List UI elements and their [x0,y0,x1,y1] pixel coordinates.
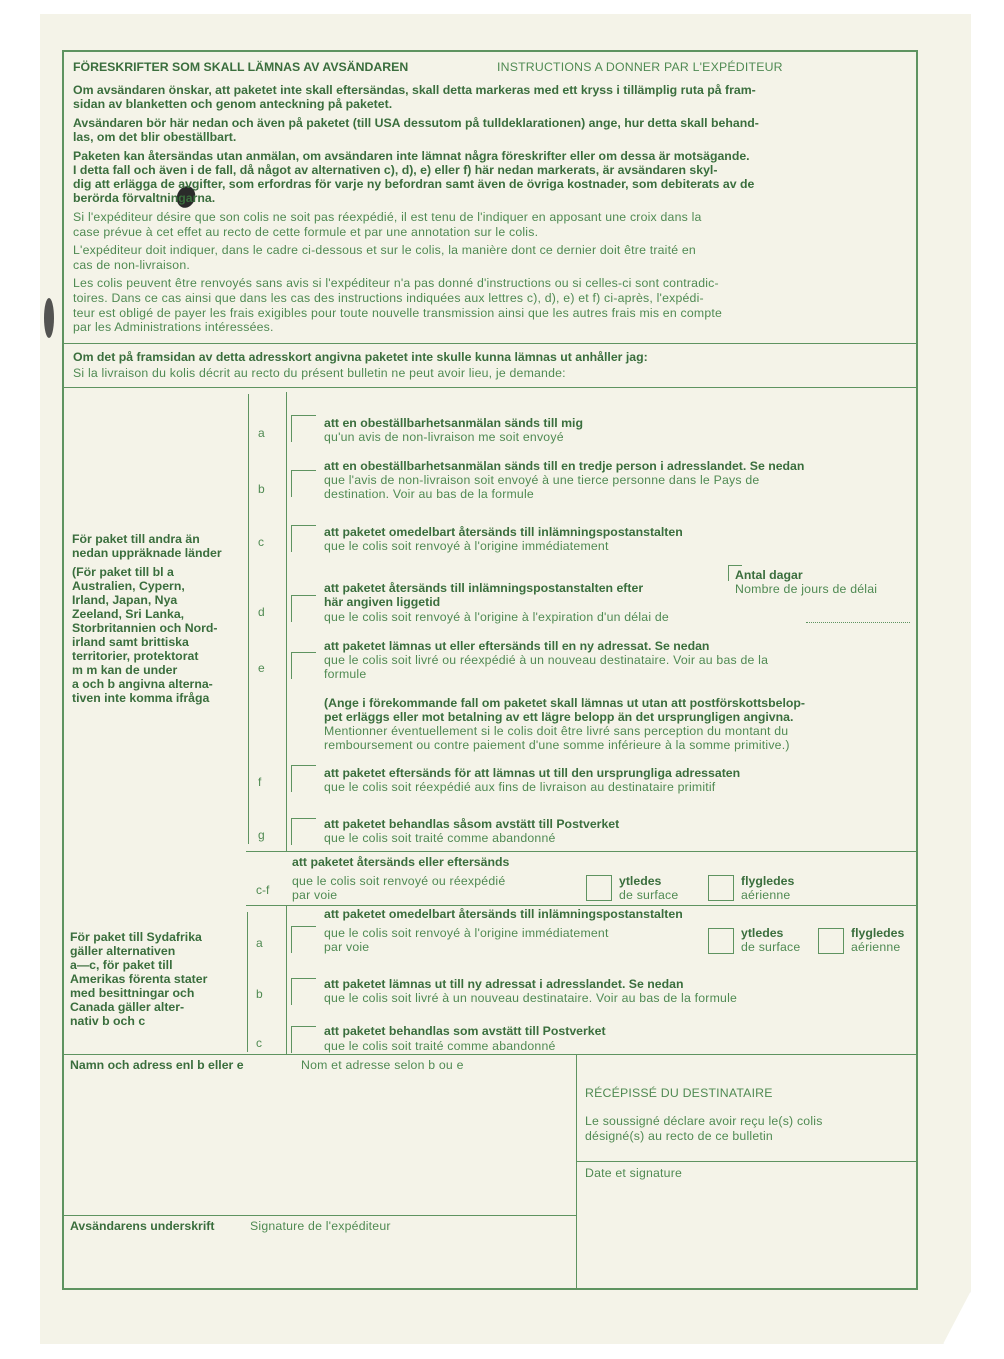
header-title-sv: FÖRESKRIFTER SOM SKALL LÄMNAS AV AVSÄNDAREN [73,60,409,74]
receipt-divider [576,1054,577,1290]
group2-surface-fr: de surface [741,940,801,954]
p3-line: I detta fall och även i de fall, då något av alternativen c), d), e) eller f) här nedan markerats, är avsändaren skyl- [73,163,718,177]
group2-c-sv: att paketet behandlas som avstätt till Postverket [324,1024,606,1038]
p3-line: berörda förvaltningarna. [73,191,216,205]
p2-line: las, om det blir obeställbart. [73,130,237,144]
group2-b-fr: que le colis soit livré à un nouveau destinataire. Voir au bas de la formule [324,991,738,1005]
option-a-sv: att en obeställbarhetsanmälan sänds till mig [324,416,583,430]
group2-checkbox-b[interactable] [291,978,316,1005]
p3-line: dig att erlägga de avgifter, som erfordras för varje ny befordran samt även de övriga kostnader, som debiterats av de [73,177,755,191]
group2-a-fr2: par voie [324,940,370,954]
date-signature-field[interactable] [580,1184,914,1284]
p1-line: sidan av blanketten och genom anteckning på paketet. [73,97,393,111]
days-label-sv: Antal dagar [735,568,803,582]
p1-line: Om avsändaren önskar, att paketet inte skall eftersändas, skall detta markeras med ett kryss i tillämplig ruta på fram- [73,83,756,97]
group1-label: irland samt brittiska [72,635,189,649]
divider [246,851,918,852]
checkbox-f[interactable] [291,765,316,792]
group1-label: Irland, Japan, Nya [72,593,178,607]
option-e-fr1: que le colis soit livré ou réexpédié à un nouveau destinataire. Voir au bas de la [324,653,769,667]
date-signature-label: Date et signature [585,1166,683,1180]
option-f-sv: att paketet eftersänds för att lämnas ut till den ursprungliga adressaten [324,766,741,780]
option-e-note-fr1: Mentionner éventuellement si le colis doit être livré sans perception du montant du [324,724,789,738]
sender-signature-label-fr: Signature de l'expéditeur [250,1219,391,1233]
letter-g: g [258,828,265,842]
name-address-field[interactable] [64,1074,574,1214]
option-c-fr: que le colis soit renvoyé à l'origine immédiatement [324,539,609,553]
sender-signature-field[interactable] [64,1236,574,1288]
option-e-sv: att paketet lämnas ut eller eftersänds till en ny adressat. Se nedan [324,639,710,653]
receipt-text: Le soussigné déclare avoir reçu le(s) colis [585,1114,823,1128]
cf-fr2: par voie [292,888,338,902]
group1-label: m m kan de under [72,663,178,677]
sender-signature-label-sv: Avsändarens underskrift [70,1219,215,1233]
group2-label: nativ b och c [70,1014,146,1028]
p5-line: L'expéditeur doit indiquer, dans le cadre ci-dessous et sur le colis, la manière dont ce dernier doit être traité en [73,243,696,257]
checkbox-d[interactable] [291,595,316,622]
group2-label: För paket till Sydafrika [70,930,202,944]
option-c-sv: att paketet omedelbart återsänds till inlämningspostanstalten [324,525,683,539]
group2-air-checkbox[interactable] [818,928,844,954]
cf-air-fr: aérienne [741,888,791,902]
cf-surface-sv: ytledes [619,874,662,888]
option-e-fr2: formule [324,667,367,681]
group2-air-sv: flygledes [851,926,905,940]
letter-c: c [258,535,264,549]
letter-b: b [258,482,265,496]
letter-e: e [258,661,265,675]
days-bracket [728,565,729,581]
cf-surface-fr: de surface [619,888,679,902]
name-address-label-fr: Nom et adresse selon b ou e [301,1058,464,1072]
p6-line: teur est obligé de payer les frais exigibles pour toute nouvelle transmission ainsi que les autres frais mis en compte [73,306,723,320]
bracket-line [247,912,248,1052]
group2-label: a—c, för paket till [70,958,173,972]
group2-letter-b: b [256,987,263,1001]
option-d-sv1: att paketet återsänds till inlämningspostanstalten efter [324,581,644,595]
group2-a-sv: att paketet omedelbart återsänds till inlämningspostanstalten [324,907,683,921]
divider [62,343,918,344]
checkbox-e[interactable] [291,652,316,679]
option-e-note-sv1: (Ange i förekommande fall om paketet skall lämnas ut utan att postförskottsbelop- [324,696,806,710]
cf-air-checkbox[interactable] [708,875,734,901]
group2-letter-a: a [256,936,263,950]
group1-label: (För paket till bl a [72,565,174,579]
cf-surface-checkbox[interactable] [586,875,612,901]
name-address-label-sv: Namn och adress enl b eller e [70,1058,244,1072]
option-a-fr: qu'un avis de non-livraison me soit envoyé [324,430,564,444]
receipt-text: désigné(s) au recto de ce bulletin [585,1129,773,1143]
group1-label: För paket till andra än [72,532,200,546]
group1-label: territorier, protektorat [72,649,199,663]
option-e-note-fr2: remboursement ou contre paiement d'une somme inférieure à la somme primitive.) [324,738,790,752]
group2-label: med besittningar och [70,986,195,1000]
group2-c-fr: que le colis soit traité comme abandonné [324,1039,556,1053]
group1-label: tiven inte komma ifråga [72,691,210,705]
p2-line: Avsändaren bör här nedan och även på paketet (till USA dessutom på tulldeklarationen) ange, hur detta skall behand- [73,116,759,130]
divider [62,1215,576,1216]
letter-cf: c-f [256,883,270,897]
group2-a-fr1: que le colis soit renvoyé à l'origine immédiatement [324,926,609,940]
checkbox-b[interactable] [291,470,316,497]
divider [62,1054,918,1055]
header-title-fr: INSTRUCTIONS A DONNER PAR L'EXPÉDITEUR [497,60,783,74]
p4-line: Si l'expéditeur désire que son colis ne soit pas réexpédié, il est tenu de l'indiquer en apposant une croix dans la [73,210,702,224]
p4-line: case prévue à cet effet au recto de cette formule et par une annotation sur le colis. [73,225,539,239]
receipt-title: RÉCÉPISSÉ DU DESTINATAIRE [585,1086,773,1100]
checkbox-a[interactable] [291,415,316,442]
option-e-note-sv2: pet erläggs eller mot betalning av ett lägre belopp än det ursprungligen angivna. [324,710,794,724]
checkbox-c[interactable] [291,525,316,552]
option-g-sv: att paketet behandlas såsom avstätt till Postverket [324,817,620,831]
group2-air-fr: aérienne [851,940,901,954]
letter-a: a [258,426,265,440]
receipt-rule [576,1161,918,1162]
checkbox-g[interactable] [291,818,316,845]
cf-sv: att paketet återsänds eller eftersänds [292,855,510,869]
days-label-fr: Nombre de jours de délai [735,582,878,596]
group1-label: nedan uppräknade länder [72,546,222,560]
group2-label: Amerikas förenta stater [70,972,208,986]
days-line [728,565,742,566]
option-b-fr1: que l'avis de non-livraison soit envoyé à une tierce personne dans le Pays de [324,473,760,487]
group2-surface-checkbox[interactable] [708,928,734,954]
p6-line: toires. Dans ce cas ainsi que dans les cas des instructions indiquées aux lettres c), d), e) et f) ci-après, l'expédi- [73,291,704,305]
days-input[interactable] [806,621,910,623]
column-line [286,905,287,1055]
column-line [286,392,287,852]
option-b-fr2: destination. Voir au bas de la formule [324,487,534,501]
cf-fr1: que le colis soit renvoyé ou réexpédié [292,874,506,888]
option-g-fr: que le colis soit traité comme abandonné [324,831,556,845]
p3-line: Paketen kan återsändas utan anmälan, om avsändaren inte lämnat några föreskrifter eller om dessa är motsägande. [73,149,750,163]
group2-b-sv: att paketet lämnas ut till ny adressat i adresslandet. Se nedan [324,977,684,991]
group1-label: Storbritannien och Nord- [72,621,218,635]
group1-label: a och b angivna alterna- [72,677,213,691]
request-sv: Om det på framsidan av detta adresskort angivna paketet inte skulle kunna lämnas ut anhåller jag: [73,350,648,364]
group1-label: Zeeland, Sri Lanka, [72,607,185,621]
group2-surface-sv: ytledes [741,926,784,940]
option-b-sv: att en obeställbarhetsanmälan sänds till en tredje person i adresslandet. Se nedan [324,459,805,473]
group2-checkbox-a[interactable] [291,926,316,953]
option-d-fr: que le colis soit renvoyé à l'origine à l'expiration d'un délai de [324,610,669,624]
option-d-sv2: här angiven liggetid [324,595,441,609]
group2-letter-c: c [256,1036,262,1050]
option-f-fr: que le colis soit réexpédié aux fins de livraison au destinataire primitif [324,780,716,794]
divider [246,905,918,906]
bracket-line [248,394,249,844]
p6-line: par les Administrations intéressées. [73,320,274,334]
ink-stain [44,298,54,338]
letter-d: d [258,605,265,619]
group2-label: Canada gäller alter- [70,1000,185,1014]
divider [62,387,918,388]
group1-label: Australien, Cypern, [72,579,185,593]
group2-label: gäller alternativen [70,944,176,958]
cf-air-sv: flygledes [741,874,795,888]
group2-checkbox-c[interactable] [291,1026,316,1053]
request-fr: Si la livraison du kolis décrit au recto du présent bulletin ne peut avoir lieu, je demande: [73,366,566,380]
letter-f: f [258,775,262,789]
p6-line: Les colis peuvent être renvoyés sans avis si l'expéditeur n'a pas donné d'instructions ou si celles-ci sont contradic- [73,276,719,290]
p5-line: cas de non-livraison. [73,258,190,272]
